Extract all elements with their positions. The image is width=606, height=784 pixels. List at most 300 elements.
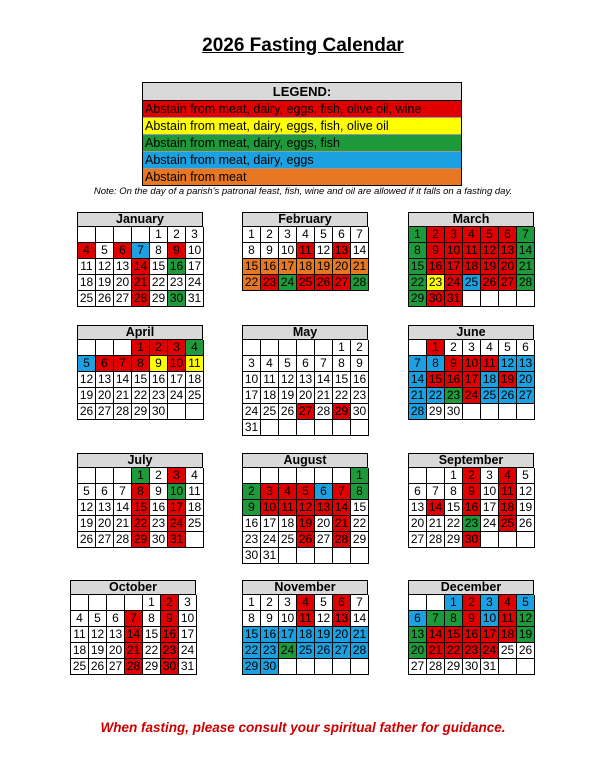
day-cell: 22	[445, 643, 463, 659]
day-cell: 11	[499, 484, 517, 500]
day-cell: 24	[481, 643, 499, 659]
day-cell: 9	[445, 356, 463, 372]
empty-cell	[351, 548, 369, 564]
empty-cell	[517, 291, 535, 307]
empty-cell	[132, 227, 150, 243]
day-cell: 5	[481, 227, 499, 243]
day-cell: 18	[499, 627, 517, 643]
day-cell: 5	[517, 468, 535, 484]
day-cell: 4	[261, 356, 279, 372]
day-cell: 28	[125, 659, 143, 675]
day-cell: 2	[261, 227, 279, 243]
day-cell: 9	[463, 611, 481, 627]
empty-cell	[333, 548, 351, 564]
day-cell: 26	[499, 388, 517, 404]
day-cell: 12	[315, 611, 333, 627]
day-cell: 11	[297, 243, 315, 259]
day-cell: 23	[445, 388, 463, 404]
day-cell: 8	[243, 611, 261, 627]
day-cell: 23	[168, 275, 186, 291]
empty-cell	[78, 340, 96, 356]
day-grid	[77, 226, 203, 307]
day-cell: 17	[481, 627, 499, 643]
day-cell: 19	[89, 643, 107, 659]
day-cell: 28	[427, 532, 445, 548]
day-cell: 4	[481, 340, 499, 356]
day-cell: 26	[78, 532, 96, 548]
day-cell: 24	[186, 275, 204, 291]
day-cell: 22	[143, 643, 161, 659]
day-cell: 22	[351, 516, 369, 532]
day-cell: 17	[445, 259, 463, 275]
day-cell: 3	[279, 227, 297, 243]
day-cell: 7	[114, 484, 132, 500]
day-cell: 6	[409, 611, 427, 627]
day-cell: 25	[261, 404, 279, 420]
day-cell: 2	[150, 340, 168, 356]
day-cell: 2	[161, 595, 179, 611]
day-cell: 10	[179, 611, 197, 627]
empty-cell	[427, 468, 445, 484]
day-cell: 29	[132, 532, 150, 548]
empty-cell	[96, 468, 114, 484]
empty-cell	[333, 420, 351, 436]
day-cell: 18	[71, 643, 89, 659]
empty-cell	[409, 468, 427, 484]
day-cell: 19	[315, 627, 333, 643]
day-cell: 21	[427, 516, 445, 532]
day-cell: 13	[96, 500, 114, 516]
day-cell: 13	[107, 627, 125, 643]
month-heading: September	[408, 453, 534, 467]
day-cell: 8	[143, 611, 161, 627]
day-cell: 15	[427, 372, 445, 388]
day-cell: 16	[150, 372, 168, 388]
day-cell: 31	[243, 420, 261, 436]
day-cell: 1	[132, 340, 150, 356]
day-cell: 16	[150, 500, 168, 516]
day-cell: 28	[427, 659, 445, 675]
empty-cell	[114, 227, 132, 243]
day-cell: 7	[333, 484, 351, 500]
day-cell: 11	[186, 484, 204, 500]
day-cell: 1	[445, 468, 463, 484]
empty-cell	[409, 340, 427, 356]
day-cell: 11	[71, 627, 89, 643]
day-cell: 16	[243, 516, 261, 532]
day-cell: 24	[445, 275, 463, 291]
day-cell: 20	[114, 275, 132, 291]
empty-cell	[517, 659, 535, 675]
day-cell: 26	[481, 275, 499, 291]
day-cell: 19	[315, 259, 333, 275]
empty-cell	[297, 659, 315, 675]
day-cell: 9	[427, 243, 445, 259]
day-cell: 8	[333, 356, 351, 372]
day-cell: 29	[132, 404, 150, 420]
month-heading: August	[242, 453, 368, 467]
day-cell: 27	[107, 659, 125, 675]
empty-cell	[297, 340, 315, 356]
day-cell: 13	[333, 243, 351, 259]
empty-cell	[96, 340, 114, 356]
day-cell: 12	[481, 243, 499, 259]
day-cell: 28	[132, 291, 150, 307]
day-cell: 27	[333, 643, 351, 659]
day-grid	[70, 594, 196, 675]
day-cell: 7	[125, 611, 143, 627]
day-cell: 7	[351, 595, 369, 611]
day-cell: 14	[351, 611, 369, 627]
day-cell: 30	[150, 532, 168, 548]
day-cell: 14	[114, 372, 132, 388]
day-cell: 10	[279, 611, 297, 627]
day-cell: 20	[107, 643, 125, 659]
day-cell: 26	[89, 659, 107, 675]
day-cell: 15	[150, 259, 168, 275]
empty-cell	[279, 548, 297, 564]
day-cell: 20	[96, 516, 114, 532]
month-heading: March	[408, 212, 534, 226]
day-cell: 20	[409, 516, 427, 532]
day-cell: 10	[168, 484, 186, 500]
day-cell: 29	[445, 659, 463, 675]
empty-cell	[481, 291, 499, 307]
day-cell: 27	[409, 532, 427, 548]
empty-cell	[243, 340, 261, 356]
day-cell: 13	[333, 611, 351, 627]
day-cell: 25	[279, 532, 297, 548]
day-cell: 25	[78, 291, 96, 307]
day-cell: 9	[463, 484, 481, 500]
empty-cell	[409, 595, 427, 611]
day-cell: 2	[463, 595, 481, 611]
day-cell: 8	[132, 356, 150, 372]
month-calendar	[242, 453, 368, 564]
legend-heading: LEGEND:	[143, 83, 461, 101]
day-cell: 9	[261, 243, 279, 259]
day-cell: 12	[315, 243, 333, 259]
day-cell: 3	[279, 595, 297, 611]
day-cell: 3	[168, 340, 186, 356]
day-cell: 12	[78, 500, 96, 516]
day-cell: 9	[351, 356, 369, 372]
day-cell: 22	[409, 275, 427, 291]
day-cell: 16	[161, 627, 179, 643]
day-cell: 1	[132, 468, 150, 484]
month-heading: February	[242, 212, 368, 226]
day-cell: 13	[96, 372, 114, 388]
day-cell: 2	[243, 484, 261, 500]
day-cell: 7	[351, 227, 369, 243]
day-cell: 20	[96, 388, 114, 404]
day-cell: 26	[297, 532, 315, 548]
day-cell: 5	[78, 484, 96, 500]
day-cell: 6	[333, 227, 351, 243]
empty-cell	[333, 468, 351, 484]
day-cell: 29	[445, 532, 463, 548]
day-cell: 11	[261, 372, 279, 388]
day-cell: 28	[351, 275, 369, 291]
empty-cell	[78, 468, 96, 484]
day-grid	[408, 467, 534, 548]
day-cell: 3	[168, 468, 186, 484]
day-cell: 18	[186, 500, 204, 516]
day-cell: 10	[445, 243, 463, 259]
day-cell: 15	[132, 372, 150, 388]
day-cell: 12	[78, 372, 96, 388]
month-calendar	[408, 212, 534, 307]
day-cell: 28	[409, 404, 427, 420]
day-cell: 8	[427, 356, 445, 372]
day-cell: 27	[297, 404, 315, 420]
day-cell: 4	[463, 227, 481, 243]
day-cell: 30	[243, 548, 261, 564]
day-cell: 31	[168, 532, 186, 548]
day-cell: 1	[427, 340, 445, 356]
month-heading: November	[242, 580, 368, 594]
day-cell: 19	[96, 275, 114, 291]
day-cell: 14	[427, 500, 445, 516]
day-cell: 31	[261, 548, 279, 564]
day-cell: 27	[96, 404, 114, 420]
empty-cell	[499, 532, 517, 548]
legend-item-green: Abstain from meat, dairy, eggs, fish	[143, 135, 461, 152]
empty-cell	[96, 227, 114, 243]
empty-cell	[297, 548, 315, 564]
day-cell: 5	[279, 356, 297, 372]
day-cell: 5	[517, 595, 535, 611]
empty-cell	[315, 340, 333, 356]
day-cell: 24	[261, 532, 279, 548]
day-cell: 4	[186, 468, 204, 484]
day-cell: 21	[409, 388, 427, 404]
day-cell: 13	[409, 500, 427, 516]
day-cell: 29	[150, 291, 168, 307]
day-cell: 31	[445, 291, 463, 307]
day-cell: 24	[463, 388, 481, 404]
empty-cell	[279, 420, 297, 436]
month-calendar	[77, 212, 203, 307]
empty-cell	[114, 468, 132, 484]
day-cell: 9	[150, 356, 168, 372]
day-cell: 18	[186, 372, 204, 388]
day-cell: 4	[279, 484, 297, 500]
day-cell: 4	[499, 468, 517, 484]
day-cell: 15	[409, 259, 427, 275]
empty-cell	[279, 659, 297, 675]
month-heading: June	[408, 325, 534, 339]
day-cell: 5	[78, 356, 96, 372]
day-cell: 16	[463, 500, 481, 516]
day-cell: 19	[499, 372, 517, 388]
empty-cell	[243, 468, 261, 484]
day-cell: 31	[481, 659, 499, 675]
day-cell: 31	[186, 291, 204, 307]
day-cell: 24	[279, 275, 297, 291]
empty-cell	[279, 468, 297, 484]
day-cell: 6	[333, 595, 351, 611]
day-cell: 5	[499, 340, 517, 356]
day-cell: 23	[150, 516, 168, 532]
day-cell: 6	[297, 356, 315, 372]
day-grid	[77, 339, 203, 420]
month-calendar	[70, 580, 196, 675]
day-cell: 21	[114, 388, 132, 404]
empty-cell	[315, 468, 333, 484]
day-cell: 27	[96, 532, 114, 548]
empty-cell	[463, 291, 481, 307]
day-cell: 12	[517, 484, 535, 500]
day-cell: 3	[243, 356, 261, 372]
day-cell: 15	[333, 372, 351, 388]
day-cell: 23	[261, 643, 279, 659]
day-cell: 16	[351, 372, 369, 388]
day-cell: 10	[463, 356, 481, 372]
page-title: 2026 Fasting Calendar	[202, 35, 404, 56]
empty-cell	[517, 404, 535, 420]
day-cell: 25	[463, 275, 481, 291]
empty-cell	[333, 659, 351, 675]
empty-cell	[351, 659, 369, 675]
day-cell: 28	[517, 275, 535, 291]
day-cell: 17	[261, 516, 279, 532]
day-cell: 16	[168, 259, 186, 275]
day-cell: 19	[481, 259, 499, 275]
empty-cell	[481, 404, 499, 420]
day-cell: 30	[463, 532, 481, 548]
day-cell: 14	[409, 372, 427, 388]
month-calendar	[408, 453, 534, 548]
empty-cell	[351, 420, 369, 436]
day-cell: 29	[143, 659, 161, 675]
day-cell: 10	[168, 356, 186, 372]
day-grid	[242, 594, 368, 675]
day-cell: 7	[315, 356, 333, 372]
day-cell: 11	[186, 356, 204, 372]
day-cell: 23	[261, 275, 279, 291]
day-cell: 11	[481, 356, 499, 372]
day-cell: 1	[243, 595, 261, 611]
day-cell: 25	[499, 643, 517, 659]
day-cell: 31	[179, 659, 197, 675]
day-cell: 15	[351, 500, 369, 516]
day-cell: 26	[315, 275, 333, 291]
day-cell: 5	[89, 611, 107, 627]
day-cell: 7	[427, 484, 445, 500]
day-cell: 1	[409, 227, 427, 243]
day-cell: 18	[297, 259, 315, 275]
day-cell: 11	[463, 243, 481, 259]
day-grid	[242, 467, 368, 564]
day-cell: 8	[351, 484, 369, 500]
day-cell: 21	[351, 259, 369, 275]
day-grid	[77, 467, 203, 548]
day-cell: 20	[333, 259, 351, 275]
month-heading: October	[70, 580, 196, 594]
empty-cell	[186, 532, 204, 548]
day-cell: 21	[427, 643, 445, 659]
day-cell: 13	[517, 356, 535, 372]
day-cell: 20	[333, 627, 351, 643]
day-cell: 2	[168, 227, 186, 243]
day-cell: 21	[351, 627, 369, 643]
day-cell: 18	[463, 259, 481, 275]
day-cell: 17	[463, 372, 481, 388]
day-cell: 6	[409, 484, 427, 500]
day-cell: 16	[261, 627, 279, 643]
day-cell: 10	[481, 611, 499, 627]
day-cell: 16	[445, 372, 463, 388]
day-cell: 17	[179, 627, 197, 643]
day-cell: 23	[463, 643, 481, 659]
day-cell: 11	[78, 259, 96, 275]
day-cell: 3	[463, 340, 481, 356]
day-cell: 30	[351, 404, 369, 420]
day-cell: 22	[132, 516, 150, 532]
empty-cell	[499, 659, 517, 675]
day-cell: 25	[186, 388, 204, 404]
day-cell: 16	[427, 259, 445, 275]
day-cell: 27	[409, 659, 427, 675]
legend-item-blue: Abstain from meat, dairy, eggs	[143, 152, 461, 169]
day-cell: 1	[150, 227, 168, 243]
day-cell: 30	[168, 291, 186, 307]
legend-item-orange: Abstain from meat	[143, 169, 461, 185]
empty-cell	[107, 595, 125, 611]
day-cell: 9	[243, 500, 261, 516]
day-cell: 7	[427, 611, 445, 627]
day-cell: 1	[445, 595, 463, 611]
day-cell: 4	[499, 595, 517, 611]
day-cell: 24	[481, 516, 499, 532]
day-cell: 11	[297, 611, 315, 627]
month-calendar	[408, 580, 534, 675]
day-cell: 20	[315, 516, 333, 532]
day-grid	[408, 594, 534, 675]
legend-item-red: Abstain from meat, dairy, eggs, fish, olive oil, wine	[143, 101, 461, 118]
day-cell: 2	[351, 340, 369, 356]
day-cell: 6	[114, 243, 132, 259]
day-cell: 24	[243, 404, 261, 420]
empty-cell	[186, 404, 204, 420]
day-cell: 23	[351, 388, 369, 404]
empty-cell	[125, 595, 143, 611]
day-cell: 15	[143, 627, 161, 643]
day-cell: 24	[179, 643, 197, 659]
day-cell: 23	[150, 388, 168, 404]
day-cell: 8	[150, 243, 168, 259]
day-cell: 23	[463, 516, 481, 532]
day-cell: 10	[243, 372, 261, 388]
day-cell: 9	[168, 243, 186, 259]
day-cell: 4	[78, 243, 96, 259]
day-cell: 7	[409, 356, 427, 372]
day-cell: 18	[261, 388, 279, 404]
day-cell: 14	[333, 500, 351, 516]
empty-cell	[463, 404, 481, 420]
day-cell: 11	[279, 500, 297, 516]
day-cell: 9	[161, 611, 179, 627]
day-cell: 20	[409, 643, 427, 659]
day-cell: 2	[445, 340, 463, 356]
day-cell: 22	[243, 643, 261, 659]
day-cell: 2	[150, 468, 168, 484]
day-cell: 21	[333, 516, 351, 532]
empty-cell	[297, 468, 315, 484]
day-cell: 22	[132, 388, 150, 404]
day-cell: 12	[297, 500, 315, 516]
